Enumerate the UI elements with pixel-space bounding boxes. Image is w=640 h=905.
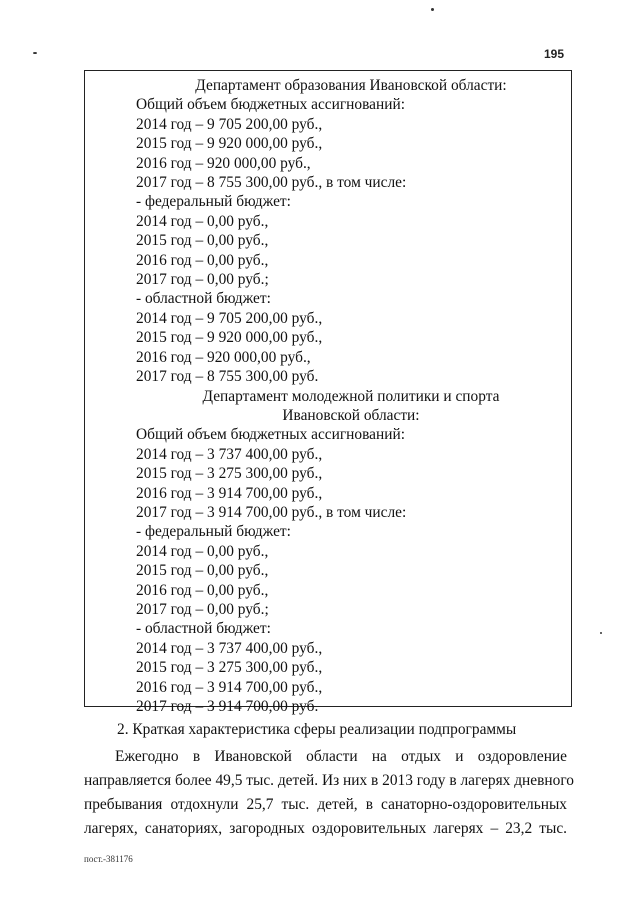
budget-line: Общий объем бюджетных ассигнований: <box>136 96 405 114</box>
budget-line: 2015 год – 3 275 300,00 руб., <box>136 465 323 483</box>
budget-line: 2014 год – 9 705 200,00 руб., <box>136 309 323 327</box>
budget-line: 2016 год – 920 000,00 руб., <box>136 154 311 172</box>
budget-line: 2014 год – 0,00 руб., <box>136 542 269 560</box>
budget-line: 2016 год – 0,00 руб., <box>136 251 269 269</box>
budget-line: - федеральный бюджет: <box>136 193 291 211</box>
paragraph-line: Ежегодно в Ивановской области на отдых и оздоровление <box>115 748 567 765</box>
department-heading: Ивановской области: <box>282 406 420 424</box>
page-number: 195 <box>544 47 565 61</box>
budget-line: 2017 год – 0,00 руб.; <box>136 271 269 289</box>
department-heading: Департамент образования Ивановской области: <box>195 77 507 94</box>
paragraph-line: пребывания отдохнули 25,7 тыс. детей, в санаторно-оздоровительных <box>84 796 567 813</box>
section-heading: 2. Краткая характеристика сферы реализации подпрограммы <box>117 721 517 738</box>
body-paragraph <box>84 745 574 841</box>
budget-line: 2014 год – 3 737 400,00 руб., <box>136 445 323 463</box>
budget-line: 2016 год – 920 000,00 руб., <box>136 348 311 366</box>
document-code: пост.-381176 <box>84 854 133 864</box>
scan-speck <box>600 632 602 634</box>
scan-speck <box>431 8 434 11</box>
budget-line: 2015 год – 9 920 000,00 руб., <box>136 135 323 153</box>
budget-line: 2015 год – 9 920 000,00 руб., <box>136 329 323 347</box>
budget-allocation-list <box>136 76 566 716</box>
budget-line: - федеральный бюджет: <box>136 523 291 541</box>
budget-line: 2017 год – 3 914 700,00 руб. <box>136 698 319 715</box>
budget-line: 2017 год – 8 755 300,00 руб. <box>136 368 319 386</box>
budget-line: 2015 год – 0,00 руб., <box>136 232 269 250</box>
budget-line: 2015 год – 3 275 300,00 руб., <box>136 659 323 677</box>
budget-line: 2017 год – 0,00 руб.; <box>136 600 269 618</box>
budget-line: 2017 год – 8 755 300,00 руб., в том числе: <box>136 174 407 192</box>
paragraph-line: направляется более 49,5 тыс. детей. Из них в 2013 году в лагерях дневного <box>84 772 574 789</box>
budget-line: 2014 год – 3 737 400,00 руб., <box>136 639 323 657</box>
budget-line: - областной бюджет: <box>136 290 271 308</box>
budget-line: 2015 год – 0,00 руб., <box>136 562 269 580</box>
budget-line: 2016 год – 3 914 700,00 руб., <box>136 484 323 502</box>
budget-line: 2017 год – 3 914 700,00 руб., в том числе: <box>136 503 407 521</box>
budget-line: 2014 год – 0,00 руб., <box>136 212 269 230</box>
budget-line: - областной бюджет: <box>136 620 271 638</box>
budget-line: 2016 год – 0,00 руб., <box>136 581 269 599</box>
budget-line: 2014 год – 9 705 200,00 руб., <box>136 115 323 133</box>
scan-speck <box>33 52 37 54</box>
budget-line: Общий объем бюджетных ассигнований: <box>136 426 405 444</box>
budget-line: 2016 год – 3 914 700,00 руб., <box>136 678 323 696</box>
department-heading: Департамент молодежной политики и спорта <box>202 387 500 405</box>
paragraph-line: лагерях, санаториях, загородных оздоровительных лагерях – 23,2 тыс. <box>84 820 567 837</box>
